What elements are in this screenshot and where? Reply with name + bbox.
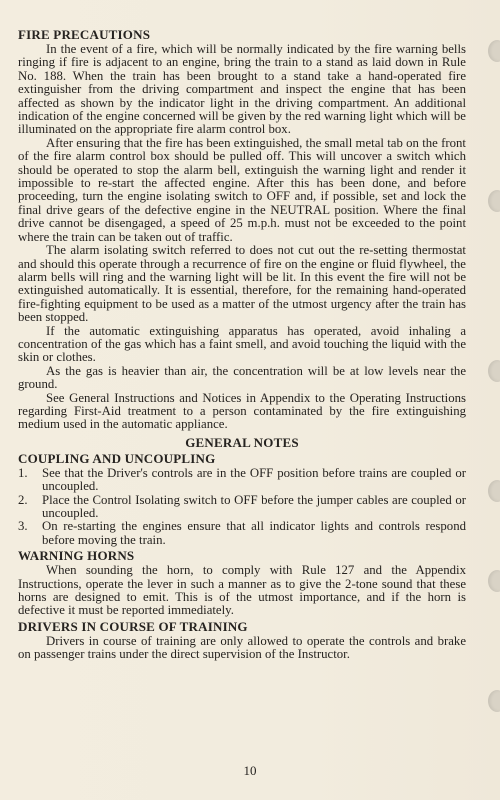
fire-precautions-paragraph: The alarm isolating switch referred to does not cut out the re-setting thermostat and should this operate through a recurrence of fire on the engine or fluid flywheel, the alarm bells will ring and the warning light will be lit. In this event the fire will not be extinguished automatically. It is essential, therefore, for the remaining hand-operated fire-fighting equipment to be used as a matter of the utmost urgency after the train has been stopped. — [18, 243, 466, 325]
list-item-number: 1. — [18, 465, 28, 480]
fire-precautions-heading: FIRE PRECAUTIONS — [18, 27, 151, 42]
fire-precautions-paragraph: In the event of a fire, which will be normally indicated by the fire warning bells ringing if fire is adjacent to an engine, bring the train to a stand as laid down in Rule No. 188. When the train has been brought to a stand take a hand-operated fire extinguisher from the driving compartment and inspect the engine that has been affected as shown by the indicator light in the driving compartment. An additional indication of the engine concerned will be given by the red warning light which will be illuminated on the appropriate fire alarm control box. — [18, 42, 466, 137]
page-number: 10 — [243, 763, 257, 778]
list-item — [18, 467, 466, 494]
punch-hole — [488, 690, 500, 712]
punch-hole — [488, 480, 500, 502]
fire-precautions-paragraph: If the automatic extinguishing apparatus has operated, avoid inhaling a concentration of the gas which has a faint smell, and avoid touching the liquid with the skin or clothes. — [18, 323, 466, 365]
punch-hole — [488, 360, 500, 382]
punch-hole — [488, 40, 500, 62]
list-item — [18, 520, 466, 547]
list-item-text: See that the Driver's controls are in the OFF position before trains are coupled or uncoupled. — [42, 465, 466, 494]
fire-precautions-paragraph: See General Instructions and Notices in Appendix to the Operating Instructions regarding First-Aid treatment to a person contaminated by the fire extinguishing medium used in the automatic appliance. — [18, 390, 466, 432]
punch-hole — [488, 190, 500, 212]
page-content — [18, 26, 466, 662]
warning-horns-heading: WARNING HORNS — [18, 548, 135, 564]
fire-precautions-paragraph: After ensuring that the fire has been extinguished, the small metal tab on the front of the fire alarm control box should be pulled off. This will uncover a switch which should be operated to stop the alarm bell, extinguish the warning light and render it impossible to re-start the affected engine. After this has been done, and before proceeding, turn the engine isolating switch to OFF and, if possible, set and lock the final drive gears of the defective engine in the NEUTRAL position. Where the final drive cannot be disengaged, a speed of 25 m.p.h. must not be exceeded to the point where the train can be taken out of traffic. — [18, 135, 466, 244]
general-notes-heading: GENERAL NOTES — [185, 434, 299, 450]
list-item-number: 3. — [18, 519, 28, 534]
drivers-training-paragraph: Drivers in course of training are only allowed to operate the controls and brake on passenger trains under the direct supervision of the Instructor. — [18, 633, 466, 662]
list-item-text: On re-starting the engines ensure that all indicator lights and controls respond before moving the train. — [42, 519, 466, 547]
list-item-text: Place the Control Isolating switch to OFF before the jumper cables are coupled or uncoupled. — [42, 492, 466, 520]
list-item — [18, 494, 466, 521]
coupling-list — [18, 467, 466, 547]
warning-horns-paragraph: When sounding the horn, to comply with Rule 127 and the Appendix Instructions, operate the lever in such a manner as to give the 2-tone sound that these horns are designed to emit. This is of the utmost importance, and if the horn is defective it must be reported immediately. — [18, 563, 466, 618]
list-item-number: 2. — [18, 492, 28, 507]
fire-precautions-paragraph: As the gas is heavier than air, the concentration will be at low levels near the ground. — [18, 363, 466, 392]
punch-hole — [488, 570, 500, 592]
drivers-training-heading: DRIVERS IN COURSE OF TRAINING — [18, 618, 248, 634]
coupling-heading: COUPLING AND UNCOUPLING — [18, 450, 216, 466]
